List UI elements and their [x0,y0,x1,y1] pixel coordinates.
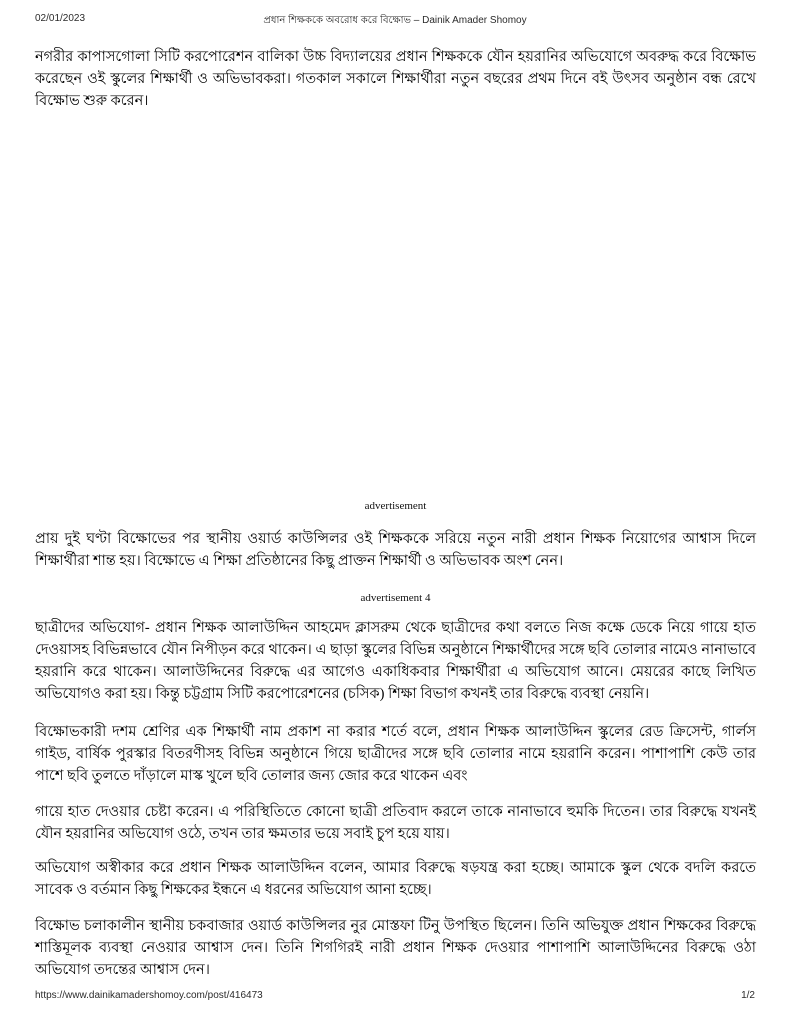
advertisement-label: advertisement [364,500,427,512]
article-content [35,46,756,981]
article-paragraph: বিক্ষোভকারী দশম শ্রেণির এক শিক্ষার্থী নাম প্রকাশ না করার শর্তে বলে, প্রধান শিক্ষক আলাউদ্দিন স্কুলের রেড ক্রিসেন্ট, গার্লস গাইড, বার্ষিক পুরস্কার বিতরণীসহ বিভিন্ন অনুষ্ঠানে গিয়ে ছাত্রীদের সঙ্গে ছবি তোলার নামে হয়রানি করেন। পাশাপাশি কেউ তার পাশে ছবি তুলতে দাঁড়ালে মাস্ক খুলে ছবি তোলার জন্য জোর করে থাকেন এবং [35,724,756,784]
print-header [35,13,755,27]
missing-image-placeholder [35,112,756,499]
document-title: প্রধান শিক্ষককে অবরোধ করে বিক্ষোভ – Dainik Amader Shomoy [263,15,527,26]
page-number: 1/2 [741,990,755,1001]
article-paragraph: বিক্ষোভ চলাকালীন স্থানীয় চকবাজার ওয়ার্ড কাউন্সিলর নুর মোস্তফা টিনু উপস্থিত ছিলেন। তিনি অভিযুক্ত প্রধান শিক্ষকের বিরুদ্ধে শাস্তিমূলক ব্যবস্থা নেওয়ার আশ্বাস দেন। তিনি শিগগিরই নারী প্রধান শিক্ষক দেওয়ার পাশাপাশি আলাউদ্দিনের বিরুদ্ধে ওঠা অভিযোগ তদন্তের আশ্বাস দেন। [35,918,756,978]
article-paragraph: নগরীর কাপাসগোলা সিটি করপোরেশন বালিকা উচ্চ বিদ্যালয়ের প্রধান শিক্ষককে যৌন হয়রানির অভিযোগে অবরুদ্ধ করে বিক্ষোভ করেছেন ওই স্কুলের শিক্ষার্থী ও অভিভাবকরা। গতকাল সকালে শিক্ষার্থীরা নতুন বছরের প্রথম দিনে বই উৎসব অনুষ্ঠান বন্ধ রেখে বিক্ষোভ শুরু করেন। [35,49,756,109]
article-paragraph: অভিযোগ অস্বীকার করে প্রধান শিক্ষক আলাউদ্দিন বলেন, আমার বিরুদ্ধে ষড়যন্ত্র করা হচ্ছে। আমাকে স্কুল থেকে বদলি করতে সাবেক ও বর্তমান কিছু শিক্ষকের ইন্ধনে এ ধরনের অভিযোগ আনা হচ্ছে। [35,860,756,898]
article-paragraph: প্রায় দুই ঘণ্টা বিক্ষোভের পর স্থানীয় ওয়ার্ড কাউন্সিলর ওই শিক্ষককে সরিয়ে নতুন নারী প্রধান শিক্ষক নিয়োগের আশ্বাস দিলে শিক্ষার্থীরা শান্ত হয়। বিক্ষোভে এ শিক্ষা প্রতিষ্ঠানের কিছু প্রাক্তন শিক্ষার্থী ও অভিভাবক অংশ নেন। [35,531,756,569]
print-date: 02/01/2023 [35,13,86,24]
print-footer [35,990,755,1004]
article-paragraph: ছাত্রীদের অভিযোগ- প্রধান শিক্ষক আলাউদ্দিন আহমেদ ক্লাসরুম থেকে ছাত্রীদের কথা বলতে নিজ কক্ষে ডেকে নিয়ে গায়ে হাত দেওয়াসহ বিভিন্নভাবে যৌন নিপীড়ন করে থাকেন। এ ছাড়া স্কুলের বিভিন্ন অনুষ্ঠানে শিক্ষার্থীদের সঙ্গে ছবি তোলার নামেও নানাভাবে হয়রানি করে থাকেন। আলাউদ্দিনের বিরুদ্ধে এর আগেও একাধিকবার শিক্ষার্থীরা এ অভিযোগ আনে। মেয়রের কাছে লিখিত অভিযোগও করা হয়। কিন্তু চট্টগ্রাম সিটি করপোরেশনের (চসিক) শিক্ষা বিভাগ কখনই তার বিরুদ্ধে ব্যবস্থা নেয়নি। [35,620,756,702]
source-url: https://www.dainikamadershomoy.com/post/416473 [35,990,263,1001]
article-paragraph: গায়ে হাত দেওয়ার চেষ্টা করেন। এ পরিস্থিতিতে কোনো ছাত্রী প্রতিবাদ করলে তাকে নানাভাবে হুমকি দিতেন। তার বিরুদ্ধে যখনই যৌন হয়রানির অভিযোগ ওঠে, তখন তার ক্ষমতার ভয়ে সবাই চুপ হয়ে যায়। [35,804,756,842]
advertisement-label: advertisement 4 [360,592,431,604]
